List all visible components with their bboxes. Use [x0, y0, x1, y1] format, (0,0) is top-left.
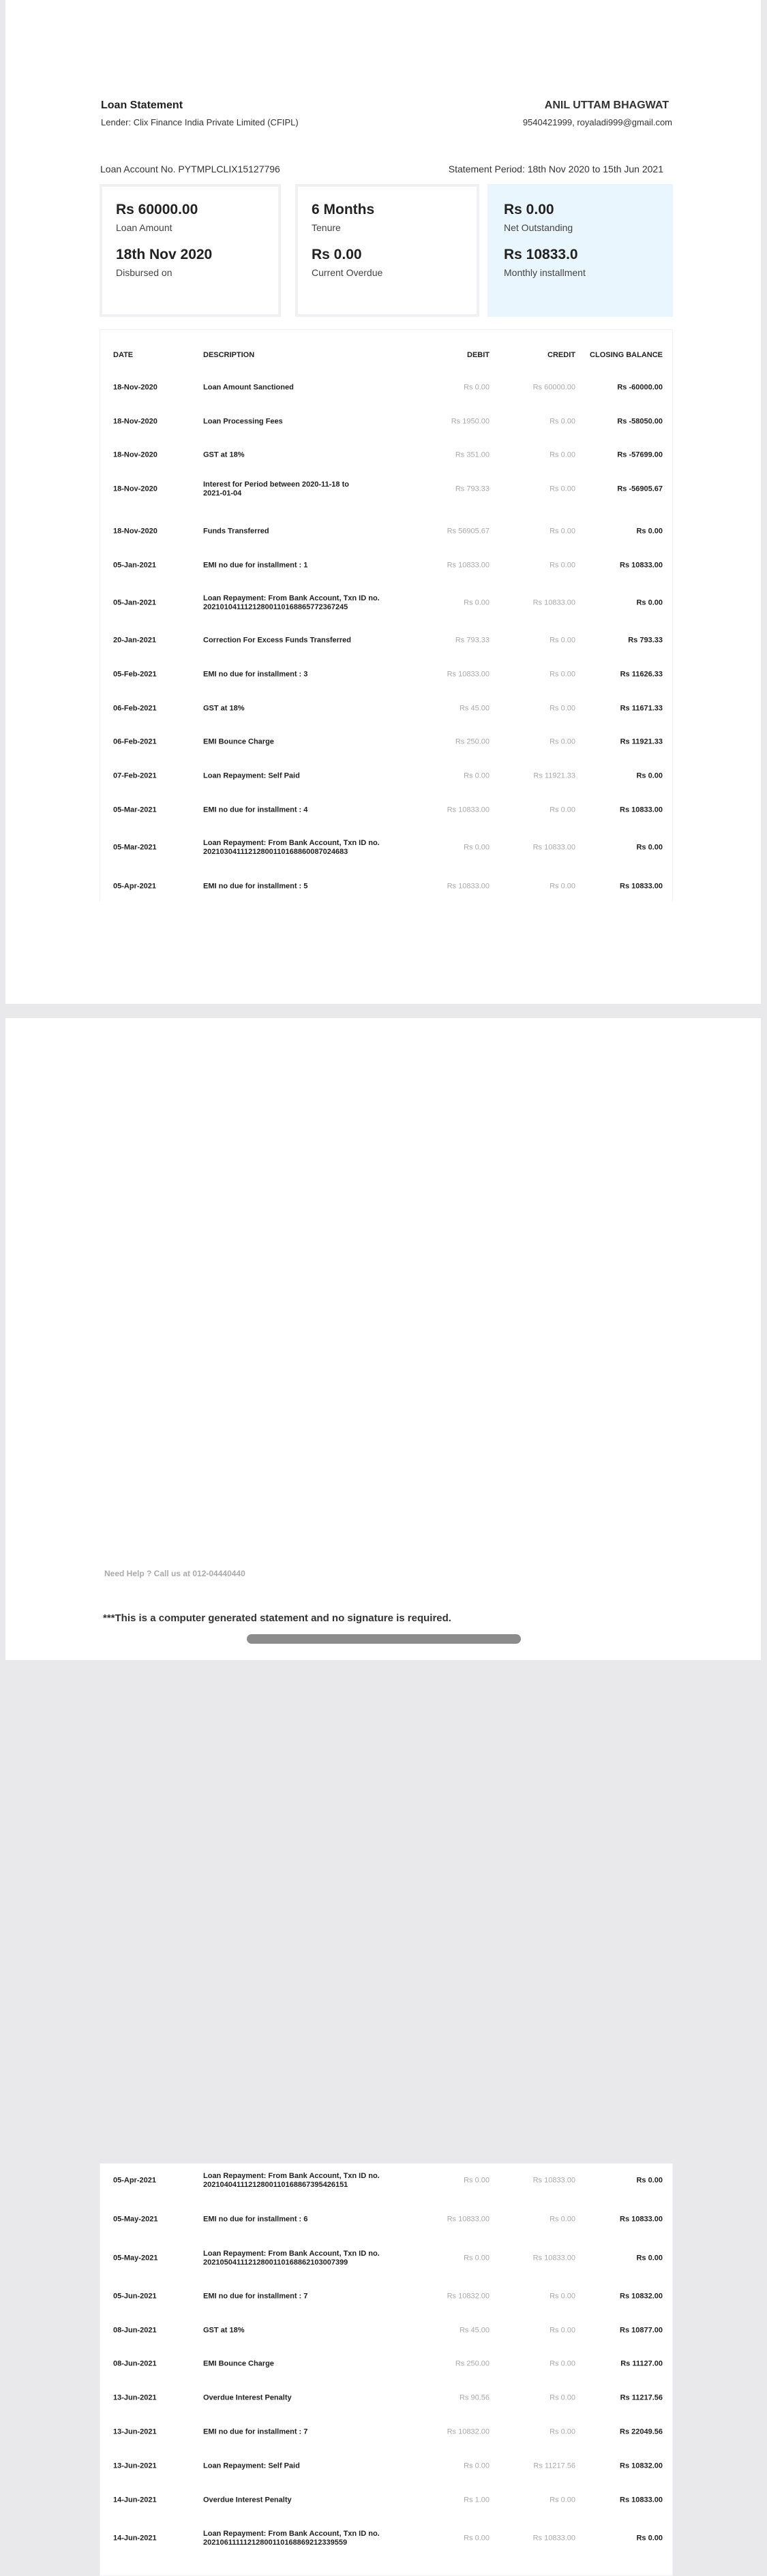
cell-date: 13-Jun-2021 [113, 2462, 157, 2470]
cell-closing-balance: Rs 0.00 [636, 598, 663, 607]
lender-name: Lender: Clix Finance India Private Limited (CFIPL) [101, 117, 299, 127]
cell-description: EMI no due for installment : 1 [203, 561, 308, 570]
cell-description: EMI no due for installment : 7 [203, 2292, 308, 2301]
cell-debit: Rs 10833.00 [447, 561, 490, 570]
cell-closing-balance: Rs 11217.56 [620, 2393, 663, 2402]
header-date: DATE [113, 351, 134, 359]
cell-description: GST at 18% [203, 704, 245, 713]
table-row [100, 725, 672, 759]
description-line-1: Loan Repayment: From Bank Account, Txn ID no. [203, 2250, 380, 2258]
cell-debit: Rs 90.56 [459, 2393, 490, 2402]
cell-debit: Rs 0.00 [464, 771, 490, 780]
table-header [100, 330, 672, 371]
cell-credit: Rs 11921.33 [533, 771, 575, 780]
cell-date: 07-Feb-2021 [113, 771, 157, 780]
table-row [100, 2280, 672, 2314]
cell-debit: Rs 10833.00 [447, 670, 490, 679]
cell-date: 13-Jun-2021 [113, 2427, 157, 2436]
customer-name: ANIL UTTAM BHAGWAT [544, 99, 669, 111]
cell-closing-balance: Rs 10833.00 [620, 2496, 663, 2504]
cell-credit: Rs 0.00 [550, 636, 575, 645]
cell-description [203, 594, 408, 612]
cell-description: Overdue Interest Penalty [203, 2393, 292, 2402]
cell-date: 18-Nov-2020 [113, 417, 157, 426]
summary-card-outstanding [487, 184, 673, 317]
tenure-value: 6 Months [312, 202, 375, 217]
cell-closing-balance: Rs 10833.00 [620, 2215, 663, 2224]
table-row [100, 2415, 672, 2449]
description-line-2: 2021-01-04 [203, 489, 242, 497]
summary-card-loan [100, 184, 281, 317]
cell-credit: Rs 10833.00 [532, 2176, 575, 2185]
cell-closing-balance: Rs -60000.00 [617, 383, 663, 392]
cell-description [203, 2530, 408, 2547]
cell-credit: Rs 0.00 [550, 882, 575, 891]
cell-credit: Rs 0.00 [550, 2393, 575, 2402]
cell-debit: Rs 0.00 [464, 2176, 490, 2185]
description-line-1: Interest for Period between 2020-11-18 to [203, 480, 349, 489]
table-row [100, 2483, 672, 2517]
table-row [100, 831, 672, 865]
table-row [100, 371, 672, 405]
cell-debit: Rs 10833.00 [447, 2215, 490, 2224]
cell-debit: Rs 0.00 [464, 2534, 490, 2543]
cell-closing-balance: Rs 0.00 [636, 843, 663, 852]
cell-date: 05-Mar-2021 [113, 806, 157, 814]
cell-closing-balance: Rs -57699.00 [617, 450, 663, 459]
cell-description: EMI no due for installment : 3 [203, 670, 308, 679]
table-row [100, 549, 672, 583]
cell-description [203, 2250, 408, 2267]
table-row [100, 2521, 672, 2556]
cell-description: EMI no due for installment : 7 [203, 2427, 308, 2436]
cell-description: EMI no due for installment : 5 [203, 882, 308, 891]
cell-closing-balance: Rs 10832.00 [620, 2292, 663, 2301]
table-row [100, 2314, 672, 2348]
cell-debit: Rs 10833.00 [447, 806, 490, 814]
cell-closing-balance: Rs 10833.00 [620, 806, 663, 814]
cell-closing-balance: Rs 22049.56 [620, 2427, 663, 2436]
cell-closing-balance: Rs 0.00 [636, 527, 663, 536]
cell-closing-balance: Rs 11921.33 [620, 737, 663, 746]
cell-closing-balance: Rs 10832.00 [620, 2462, 663, 2470]
description-line-2: 20210611111212800110168869212339559 [203, 2539, 348, 2547]
cell-date: 06-Feb-2021 [113, 704, 157, 713]
cell-date: 06-Feb-2021 [113, 737, 157, 746]
cell-description [203, 480, 408, 498]
statement-title: Loan Statement [101, 99, 183, 111]
cell-closing-balance: Rs 0.00 [636, 2176, 663, 2185]
cell-description: EMI Bounce Charge [203, 737, 274, 746]
table-row [100, 405, 672, 439]
description-line-2: 20210304111212800110168860087024683 [203, 848, 348, 856]
cell-closing-balance: Rs 10833.00 [620, 882, 663, 891]
table-row [100, 586, 672, 620]
table-row [100, 515, 672, 549]
cell-description: Loan Repayment: Self Paid [203, 2462, 300, 2470]
cell-credit: Rs 11217.56 [533, 2462, 575, 2470]
cell-date: 05-Jan-2021 [113, 598, 156, 607]
cell-closing-balance: Rs 11671.33 [620, 704, 663, 713]
cell-date: 05-Jan-2021 [113, 561, 156, 570]
cell-credit: Rs 0.00 [550, 485, 575, 493]
cell-debit: Rs 0.00 [464, 843, 490, 852]
cell-credit: Rs 10833.00 [532, 2254, 575, 2263]
monthly-installment-value: Rs 10833.0 [504, 247, 578, 262]
cell-debit: Rs 0.00 [464, 2462, 490, 2470]
cell-closing-balance: Rs 10877.00 [620, 2326, 663, 2335]
current-overdue-value: Rs 0.00 [312, 247, 362, 262]
cell-date: 18-Nov-2020 [113, 527, 157, 536]
cell-credit: Rs 0.00 [550, 737, 575, 746]
transactions-table-page-1 [100, 329, 673, 902]
cell-debit: Rs 793.33 [455, 636, 490, 645]
cell-description [203, 2172, 408, 2190]
cell-debit: Rs 250.00 [455, 737, 490, 746]
cell-credit: Rs 0.00 [550, 670, 575, 679]
table-row [100, 759, 672, 793]
cell-date: 20-Jan-2021 [113, 636, 156, 645]
cell-description: Correction For Excess Funds Transferred [203, 636, 352, 645]
transactions-table-page-2 [100, 2163, 673, 2576]
cell-credit: Rs 0.00 [550, 2215, 575, 2224]
cell-debit: Rs 10832.00 [447, 2427, 490, 2436]
cell-credit: Rs 0.00 [550, 2326, 575, 2335]
cell-description: EMI no due for installment : 6 [203, 2215, 308, 2224]
cell-credit: Rs 0.00 [550, 561, 575, 570]
header-description: DESCRIPTION [203, 351, 255, 359]
table-row [100, 438, 672, 472]
header-debit: DEBIT [467, 351, 490, 359]
table-row [100, 2241, 672, 2275]
cell-closing-balance: Rs 793.33 [628, 636, 663, 645]
description-line-1: Loan Repayment: From Bank Account, Txn ID no. [203, 2530, 380, 2538]
header-closing-balance: CLOSING BALANCE [590, 351, 663, 359]
cell-credit: Rs 0.00 [550, 704, 575, 713]
cell-description: Loan Repayment: Self Paid [203, 771, 300, 780]
table-row [100, 2203, 672, 2237]
cell-credit: Rs 0.00 [550, 527, 575, 536]
cell-credit: Rs 0.00 [550, 806, 575, 814]
cell-description: Funds Transferred [203, 527, 269, 536]
cell-credit: Rs 60000.00 [532, 383, 575, 392]
cell-credit: Rs 10833.00 [532, 2534, 575, 2543]
cell-date: 14-Jun-2021 [113, 2534, 157, 2543]
cell-debit: Rs 1950.00 [451, 417, 490, 426]
description-line-1: Loan Repayment: From Bank Account, Txn ID no. [203, 594, 380, 602]
cell-debit: Rs 0.00 [464, 383, 490, 392]
cell-debit: Rs 10832.00 [447, 2292, 490, 2301]
cell-closing-balance: Rs 0.00 [636, 2254, 663, 2263]
table-row [100, 658, 672, 692]
cell-debit: Rs 45.00 [459, 704, 490, 713]
current-overdue-label: Current Overdue [312, 267, 383, 278]
cell-closing-balance: Rs -56905.67 [617, 485, 663, 493]
cell-date: 05-May-2021 [113, 2215, 158, 2224]
cell-debit: Rs 0.00 [464, 598, 490, 607]
cell-debit: Rs 0.00 [464, 2254, 490, 2263]
cell-credit: Rs 0.00 [550, 417, 575, 426]
cell-date: 18-Nov-2020 [113, 383, 157, 392]
computer-generated-note: ***This is a computer generated statement and no signature is required. [103, 1612, 451, 1624]
cell-closing-balance: Rs 11127.00 [620, 2359, 663, 2368]
cell-description: EMI no due for installment : 4 [203, 806, 308, 814]
loan-amount-label: Loan Amount [116, 222, 172, 233]
cell-date: 05-Feb-2021 [113, 670, 157, 679]
cell-description: GST at 18% [203, 2326, 245, 2335]
cell-description [203, 839, 408, 857]
description-line-1: Loan Repayment: From Bank Account, Txn ID no. [203, 2172, 380, 2180]
description-line-2: 20210404111212800110168867395426151 [203, 2181, 348, 2189]
cell-debit: Rs 793.33 [455, 485, 490, 493]
loan-amount-value: Rs 60000.00 [116, 202, 198, 217]
cell-date: 14-Jun-2021 [113, 2496, 157, 2504]
cell-credit: Rs 0.00 [550, 2292, 575, 2301]
cell-credit: Rs 0.00 [550, 2496, 575, 2504]
cell-debit: Rs 10833.00 [447, 882, 490, 891]
cell-debit: Rs 56905.67 [447, 527, 490, 536]
table-row [100, 472, 672, 506]
home-indicator-bar[interactable] [247, 1634, 521, 1644]
cell-debit: Rs 351.00 [455, 450, 490, 459]
cell-credit: Rs 0.00 [550, 2359, 575, 2368]
statement-page-1 [5, 0, 761, 1004]
cell-debit: Rs 45.00 [459, 2326, 490, 2335]
cell-debit: Rs 1.00 [464, 2496, 490, 2504]
statement-page-2 [5, 1018, 761, 2547]
description-line-1: Loan Repayment: From Bank Account, Txn ID no. [203, 839, 380, 847]
table-row [100, 624, 672, 658]
table-row [100, 793, 672, 827]
tenure-label: Tenure [312, 222, 341, 233]
cell-date: 05-Apr-2021 [113, 882, 156, 891]
table-row [100, 870, 672, 904]
cell-date: 05-Mar-2021 [113, 843, 157, 852]
cell-description: Loan Processing Fees [203, 417, 283, 426]
cell-description: Loan Amount Sanctioned [203, 383, 294, 392]
cell-credit: Rs 0.00 [550, 450, 575, 459]
cell-date: 08-Jun-2021 [113, 2359, 157, 2368]
customer-contact: 9540421999, royaladi999@gmail.com [522, 117, 672, 127]
cell-date: 05-May-2021 [113, 2254, 158, 2263]
table-row [100, 2381, 672, 2415]
cell-credit: Rs 10833.00 [532, 598, 575, 607]
cell-date: 08-Jun-2021 [113, 2326, 157, 2335]
table-row [100, 2347, 672, 2381]
disbursed-date-label: Disbursed on [116, 267, 172, 278]
net-outstanding-label: Net Outstanding [504, 222, 573, 233]
cell-date: 18-Nov-2020 [113, 485, 157, 493]
description-line-2: 20210504111212800110168862103007399 [203, 2258, 348, 2267]
summary-card-tenure [295, 184, 479, 317]
table-row [100, 2449, 672, 2483]
net-outstanding-value: Rs 0.00 [504, 202, 554, 217]
cell-date: 13-Jun-2021 [113, 2393, 157, 2402]
header-credit: CREDIT [547, 351, 575, 359]
cell-description: GST at 18% [203, 450, 245, 459]
statement-period: Statement Period: 18th Nov 2020 to 15th Jun 2021 [448, 164, 663, 174]
cell-closing-balance: Rs 11626.33 [620, 670, 663, 679]
table-row [100, 2164, 672, 2198]
cell-closing-balance: Rs 0.00 [636, 771, 663, 780]
cell-date: 05-Jun-2021 [113, 2292, 157, 2301]
cell-date: 05-Apr-2021 [113, 2176, 156, 2185]
loan-account-number: Loan Account No. PYTMPLCLIX15127796 [100, 164, 280, 174]
cell-closing-balance: Rs 0.00 [636, 2534, 663, 2543]
cell-description: Overdue Interest Penalty [203, 2496, 292, 2504]
cell-credit: Rs 0.00 [550, 2427, 575, 2436]
cell-credit: Rs 10833.00 [532, 843, 575, 852]
cell-description: EMI Bounce Charge [203, 2359, 274, 2368]
disbursed-date-value: 18th Nov 2020 [116, 247, 213, 262]
monthly-installment-label: Monthly installment [504, 267, 586, 278]
help-text: Need Help ? Call us at 012-04440440 [104, 1569, 245, 1578]
cell-closing-balance: Rs 10833.00 [620, 561, 663, 570]
cell-debit: Rs 250.00 [455, 2359, 490, 2368]
cell-closing-balance: Rs -58050.00 [617, 417, 663, 426]
cell-date: 18-Nov-2020 [113, 450, 157, 459]
description-line-2: 20210104111212800110168865772367245 [203, 603, 348, 611]
table-row [100, 692, 672, 726]
